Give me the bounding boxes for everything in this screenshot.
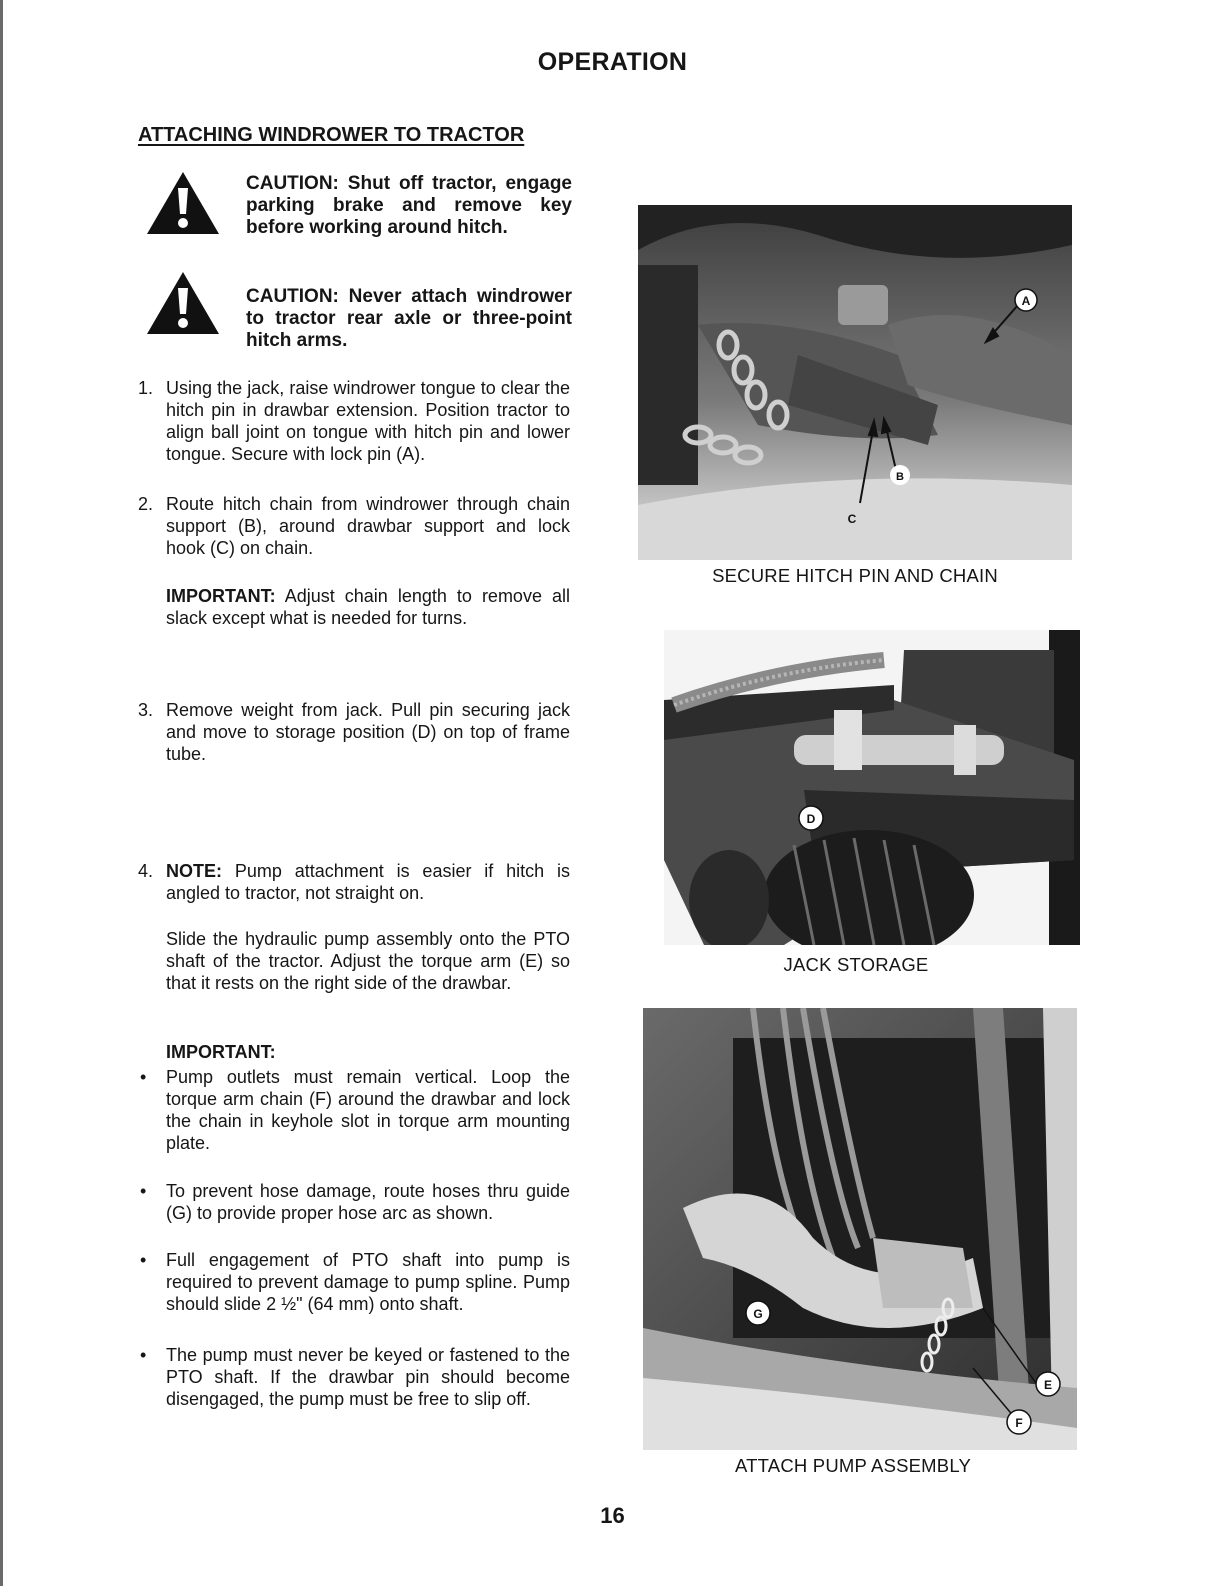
note-label: NOTE: xyxy=(166,861,222,881)
photo-jack-storage xyxy=(664,630,1080,945)
bullet-symbol: • xyxy=(140,1067,147,1087)
callout-d: D xyxy=(806,812,816,826)
step-number: 1. xyxy=(138,378,154,398)
callout-c: C xyxy=(847,512,857,526)
callout-g: G xyxy=(753,1307,763,1321)
step-text: Remove weight from jack. Pull pin securing jack and move to storage position (D) on top of frame tube. xyxy=(166,700,570,764)
bullet-symbol: • xyxy=(140,1181,147,1201)
step-number: 2. xyxy=(138,494,154,514)
step-number: 3. xyxy=(138,700,154,720)
caution-text-2: CAUTION: Never attach windrower to tractor rear axle or three-point hitch arms. xyxy=(246,286,572,351)
warning-triangle-icon xyxy=(145,170,221,236)
figure-caption: ATTACH PUMP ASSEMBLY xyxy=(735,1455,971,1476)
caution-text-1: CAUTION: Shut off tractor, engage parking brake and remove key before working around hitch. xyxy=(246,173,572,238)
section-heading: ATTACHING WINDROWER TO TRACTOR xyxy=(138,124,525,146)
step-text: Using the jack, raise windrower tongue to clear the hitch pin in drawbar extension. Position tractor to align ball joint on tongue with hitch pin and lower tongue. Secure with lock pin (A). xyxy=(166,378,570,464)
figure-caption: SECURE HITCH PIN AND CHAIN xyxy=(712,565,998,586)
important-note xyxy=(166,585,570,629)
bullet-symbol: • xyxy=(140,1345,147,1365)
warning-triangle-icon xyxy=(145,270,221,336)
important-text: Adjust chain length to remove all slack except what is needed for turns. xyxy=(166,586,570,628)
callout-e: E xyxy=(1043,1378,1053,1392)
page-number: 16 xyxy=(600,1503,625,1528)
step-text: Slide the hydraulic pump assembly onto the PTO shaft of the tractor. Adjust the torque arm (E) so that it rests on the right side of the drawbar. xyxy=(166,929,570,993)
note-text: Pump attachment is easier if hitch is angled to tractor, not straight on. xyxy=(166,861,570,903)
step-note xyxy=(166,860,570,904)
important-label: IMPORTANT: xyxy=(166,586,276,606)
bullet-text: Full engagement of PTO shaft into pump is required to prevent damage to pump spline. Pump should slide 2 ½" (64 mm) onto shaft. xyxy=(166,1250,570,1314)
photo-secure-hitch xyxy=(638,205,1072,560)
bullet-symbol: • xyxy=(140,1250,147,1270)
callout-b: B xyxy=(896,471,904,483)
callout-f: F xyxy=(1015,1416,1023,1430)
scan-edge xyxy=(0,0,3,1586)
bullet-text: Pump outlets must remain vertical. Loop the torque arm chain (F) around the drawbar and lock the chain in keyhole slot in torque arm mounting plate. xyxy=(166,1067,570,1153)
important-label: IMPORTANT: xyxy=(166,1042,276,1062)
photo-attach-pump xyxy=(643,1008,1077,1450)
callout-a: A xyxy=(1021,294,1031,308)
bullet-text: To prevent hose damage, route hoses thru guide (G) to provide proper hose arc as shown. xyxy=(166,1181,570,1223)
page-title: OPERATION xyxy=(537,48,688,76)
bullet-text: The pump must never be keyed or fastened to the PTO shaft. If the drawbar pin should become disengaged, the pump must be free to slip off. xyxy=(166,1345,570,1409)
figure-caption: JACK STORAGE xyxy=(783,954,929,975)
step-number: 4. xyxy=(138,861,154,881)
step-text: Route hitch chain from windrower through chain support (B), around drawbar support and lock hook (C) on chain. xyxy=(166,494,570,558)
